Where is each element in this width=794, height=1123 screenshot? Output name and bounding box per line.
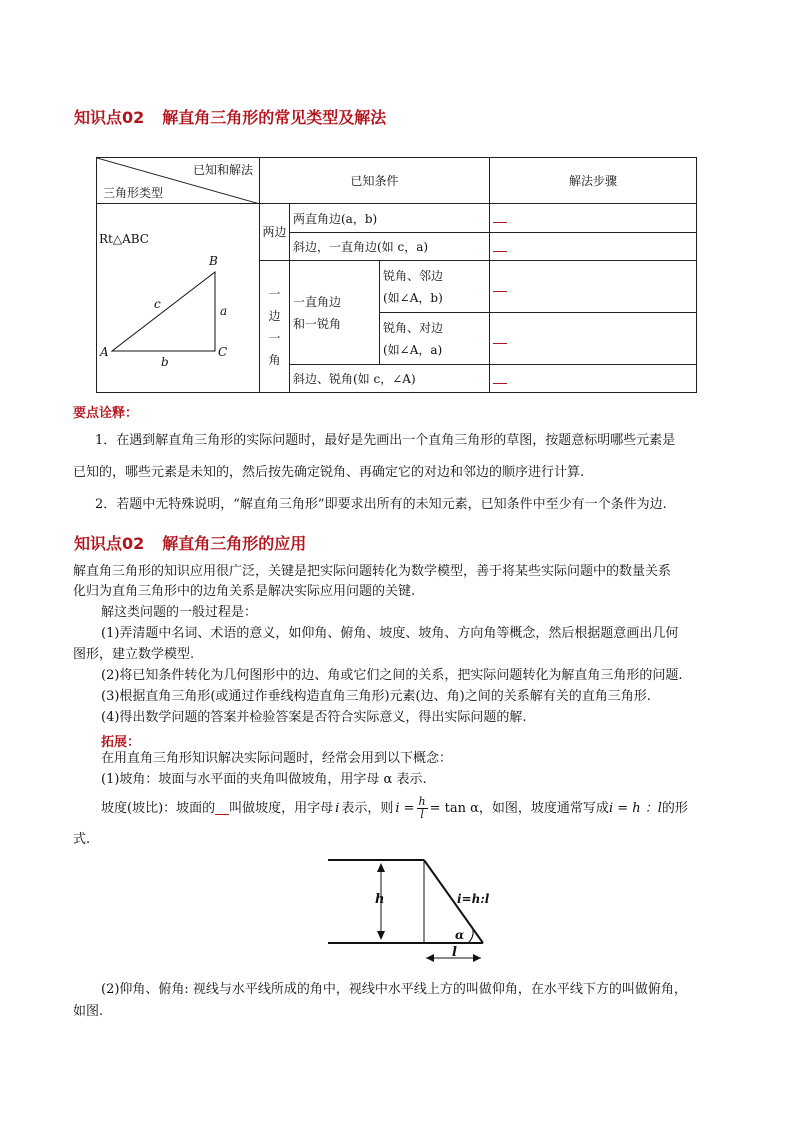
expand-title: 拓展： xyxy=(101,735,141,750)
header-steps: 解法步骤 xyxy=(490,158,697,204)
group-two-sides: 两边 xyxy=(260,204,290,261)
step4: (4)得出数学问题的答案并检验答案是否符合实际意义，得出实际问题的解. xyxy=(101,710,527,725)
steps-row3 xyxy=(490,261,697,313)
steps-row4 xyxy=(490,313,697,365)
vertex-b: B xyxy=(209,254,218,268)
section1-heading xyxy=(74,105,386,128)
note2: 2．若题中无特殊说明，“解直角三角形”即要求出所有的未知元素，已知条件中至少有一个条件为边. xyxy=(95,497,667,512)
group-one-side-one-angle xyxy=(260,261,290,393)
process-title: 解这类问题的一般过程是： xyxy=(101,605,258,620)
vertex-a: A xyxy=(100,345,109,359)
slope-ratio-i: i xyxy=(335,800,340,816)
steps-row2 xyxy=(490,233,697,261)
header-known-solution: 已知和解法 xyxy=(192,163,253,177)
elevation-line2: 如图. xyxy=(73,1004,104,1019)
right-triangle-figure xyxy=(97,204,260,392)
row-angle-opposite xyxy=(380,313,490,365)
fraction-denominator: l xyxy=(420,808,424,821)
slope-ratio-form: i = h ：l xyxy=(608,800,662,816)
side-a-label: a xyxy=(220,304,228,318)
side-c-label: c xyxy=(154,297,161,311)
step3: (3)根据直角三角形(或通过作垂线构造直角三角形)元素(边、角)之间的关系解有关的直角三角形. xyxy=(101,689,651,704)
h-over-l-fraction xyxy=(417,796,428,821)
intro-line2: 化归为直角三角形中的边角关系是解决实际应用问题的关键. xyxy=(73,584,416,599)
slope-ratio-e: 的形 xyxy=(661,800,688,816)
row-angle-adjacent xyxy=(380,261,490,313)
header-condition: 已知条件 xyxy=(260,158,490,204)
intro-line1: 解直角三角形的知识应用很广泛，关键是把实际问题转化为数学模型，善于将某些实际问题中的数量关系 xyxy=(73,564,672,579)
fig-l-label: l xyxy=(452,945,457,960)
slope-ratio-eq: i = xyxy=(395,800,415,816)
answer-blank-2 xyxy=(493,239,507,252)
header-triangle-type: 三角形类型 xyxy=(103,186,164,200)
triangle-figure-cell xyxy=(97,204,260,393)
sub-group-line2: 和一锐角 xyxy=(293,316,342,331)
slope-ratio-blank xyxy=(215,802,229,815)
row4-line1: 锐角、对边 xyxy=(383,320,444,335)
sub-group-leg-angle xyxy=(290,261,380,365)
answer-blank-4 xyxy=(493,331,507,344)
fig-h-label: h xyxy=(375,892,385,907)
answer-blank-5 xyxy=(493,371,507,384)
answer-blank-3 xyxy=(493,279,507,292)
slope-ratio-line xyxy=(101,796,688,821)
section1-title: 解直角三角形的常见类型及解法 xyxy=(162,108,387,127)
diagonal-header-cell xyxy=(97,158,260,204)
notes-title: 要点诠释： xyxy=(73,406,139,421)
row-two-legs: 两直角边(a，b) xyxy=(290,204,490,233)
row-hyp-angle: 斜边、锐角(如 c，∠A) xyxy=(290,365,490,393)
slope-figure xyxy=(326,855,496,965)
slope-ratio-f: 式. xyxy=(73,832,91,847)
note1-line2: 已知的，哪些元素是未知的，然后按先确定锐角、再确定它的对边和邻边的顺序进行计算. xyxy=(73,465,585,480)
steps-row5 xyxy=(490,365,697,393)
step1-line1: (1)弄清题中名词、术语的意义，如仰角、俯角、坡度、坡角、方向角等概念，然后根据题意画出几何 xyxy=(101,626,679,641)
expand-intro: 在用直角三角形知识解决实际问题时，经常会用到以下概念： xyxy=(101,751,453,766)
elevation-line1: (2)仰角、俯角: 视线与水平线所成的角中，视线中水平线上方的叫做仰角，在水平线下方的叫做俯角， xyxy=(101,982,687,997)
fig-alpha-label: α xyxy=(455,928,465,942)
section1-label: 知识点02 xyxy=(74,108,145,127)
group-one-side-one-angle-text: 一边一角 xyxy=(268,286,281,367)
step1-line2: 图形，建立数学模型. xyxy=(73,647,195,662)
note1-line1: 1．在遇到解直角三角形的实际问题时，最好是先画出一个直角三角形的草图，按题意标明哪些元素是 xyxy=(95,433,676,448)
vertex-c: C xyxy=(218,345,228,359)
row-hyp-leg: 斜边，一直角边(如 c，a) xyxy=(290,233,490,261)
triangle-label: Rt△ABC xyxy=(99,232,149,246)
slope-diagram xyxy=(326,855,496,965)
slope-angle-def: (1)坡角：坡面与水平面的夹角叫做坡角，用字母 α 表示. xyxy=(101,772,427,787)
step2: (2)将已知条件转化为几何图形中的边、角或它们之间的关系，把实际问题转化为解直角三角形的问题. xyxy=(101,668,683,683)
solution-types-table xyxy=(96,157,697,393)
steps-row1 xyxy=(490,204,697,233)
section2-label: 知识点02 xyxy=(74,534,145,553)
fig-i-label: i=h:l xyxy=(457,892,490,906)
section2-title: 解直角三角形的应用 xyxy=(162,534,307,553)
slope-ratio-d: = tan α，如图，坡度通常写成 xyxy=(429,800,609,816)
fraction-numerator: h xyxy=(418,795,426,808)
answer-blank-1 xyxy=(493,210,507,223)
slope-ratio-c: 表示，则 xyxy=(341,800,394,816)
row4-line2: (如∠A，a) xyxy=(383,342,443,357)
slope-ratio-b: 叫做坡度，用字母 xyxy=(229,800,334,816)
row3-line2: (如∠A，b) xyxy=(383,290,443,305)
slope-ratio-a: 坡度(坡比)：坡面的 xyxy=(101,800,216,816)
section2-heading xyxy=(74,531,306,554)
row3-line1: 锐角、邻边 xyxy=(383,268,444,283)
side-b-label: b xyxy=(161,355,169,369)
sub-group-line1: 一直角边 xyxy=(293,294,342,309)
